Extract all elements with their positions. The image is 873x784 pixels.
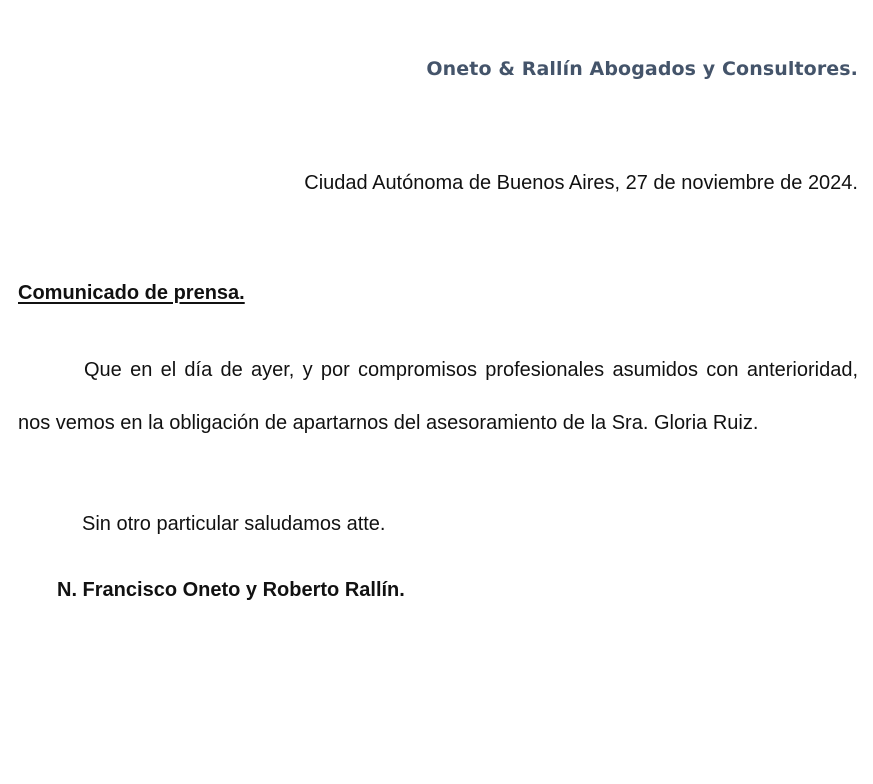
firm-letterhead: Oneto & Rallín Abogados y Consultores. <box>426 58 858 80</box>
document-title: Comunicado de prensa. <box>18 282 245 304</box>
dateline: Ciudad Autónoma de Buenos Aires, 27 de noviembre de 2024. <box>304 172 858 194</box>
signature-line: N. Francisco Oneto y Roberto Rallín. <box>57 579 405 601</box>
closing-line: Sin otro particular saludamos atte. <box>82 513 386 535</box>
body-paragraph: Que en el día de ayer, y por compromisos profesionales asumidos con anterioridad, nos vemos en la obligación de apartarnos del asesoramiento de la Sra. Gloria Ruiz. <box>18 359 858 434</box>
